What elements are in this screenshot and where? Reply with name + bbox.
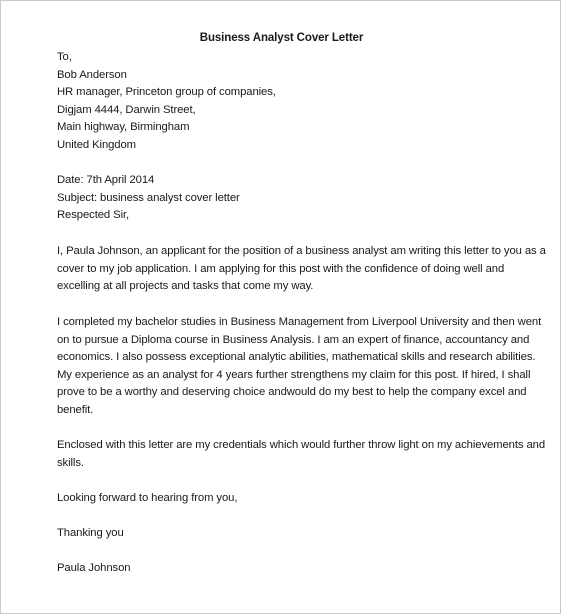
signature <box>57 560 512 578</box>
address-line: Digjam 4444, Darwin Street, <box>57 103 196 116</box>
closing-line-2 <box>57 525 512 543</box>
letter-meta <box>57 172 512 225</box>
paragraph-line: excelling at all projects and tasks that come my way. <box>57 280 314 293</box>
paragraph-line: cover to my job application. I am applying for this post with the confidence of doing well and <box>57 262 505 275</box>
paragraph-line: I completed my bachelor studies in Business Management from Liverpool University and then went <box>57 316 542 328</box>
paragraph-line: My experience as an analyst for 4 years further strengthens my claim for this post. If hired, I shall <box>57 368 531 381</box>
address-line: To, <box>57 51 72 63</box>
date-line: Date: 7th April 2014 <box>57 174 155 186</box>
address-line: United Kingdom <box>57 138 136 151</box>
address-line: Main highway, Birmingham <box>57 121 190 134</box>
address-line: Bob Anderson <box>57 68 127 81</box>
paragraph-enclosures <box>57 437 546 472</box>
paragraph-line: skills. <box>57 456 84 469</box>
recipient-address <box>57 49 512 155</box>
paragraph-intro <box>57 243 546 296</box>
paragraph-line: Enclosed with this letter are my credentials which would further throw light on my achievements and <box>57 439 546 451</box>
paragraph-line: on to pursue a Diploma course in Business Analysis. I am an expert of finance, accountancy and <box>57 333 530 346</box>
paragraph-qualifications <box>57 314 542 420</box>
paragraph-line: economics. I also possess exceptional analytic abilities, mathematical skills and research abilities. <box>57 351 536 364</box>
signature-name: Paula Johnson <box>57 562 131 574</box>
salutation: Respected Sir, <box>57 209 130 222</box>
document-title: Business Analyst Cover Letter <box>199 32 364 44</box>
paragraph-line: benefit. <box>57 403 94 416</box>
paragraph-line: I, Paula Johnson, an applicant for the position of a business analyst am writing this letter to you as a <box>57 245 546 257</box>
closing-text: Thanking you <box>57 527 124 539</box>
subject-line: Subject: business analyst cover letter <box>57 191 240 204</box>
closing-line-1 <box>57 490 512 508</box>
paragraph-line: prove to be a worthy and deserving choice andwould do my best to help the company excel and <box>57 386 527 399</box>
address-line: HR manager, Princeton group of companies, <box>57 86 276 99</box>
closing-text: Looking forward to hearing from you, <box>57 492 238 504</box>
